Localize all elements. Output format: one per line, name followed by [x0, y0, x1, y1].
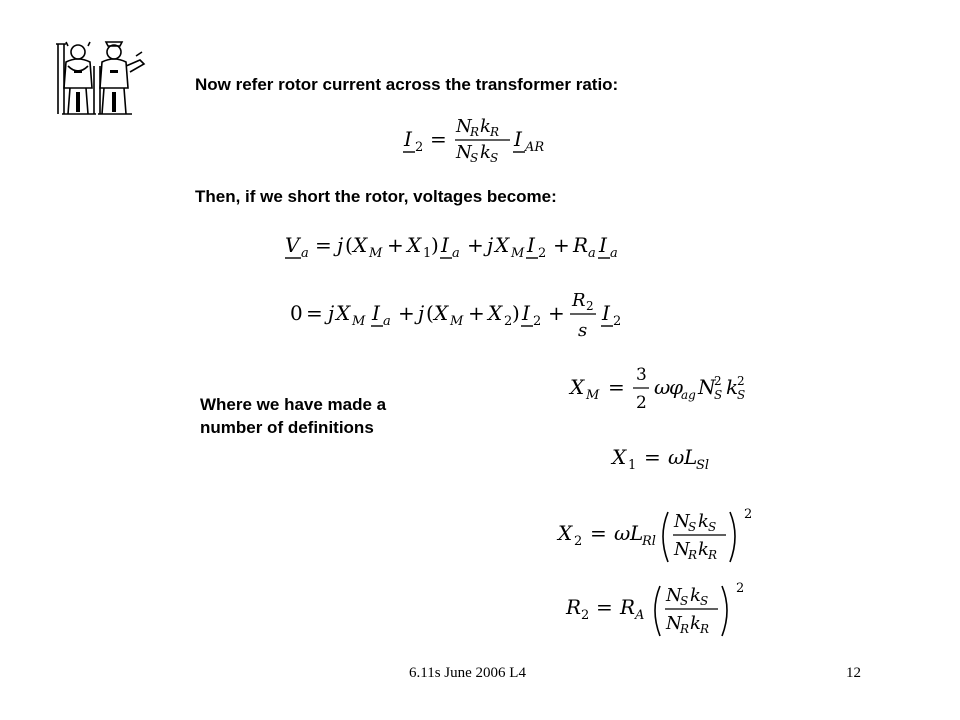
svg-text:S: S	[470, 151, 479, 165]
svg-text:2: 2	[415, 140, 424, 155]
svg-text:R: R	[566, 595, 582, 619]
equation-rotor-current	[400, 112, 560, 168]
svg-text:+: +	[398, 301, 415, 325]
svg-text:M: M	[586, 388, 600, 403]
svg-text:ag: ag	[681, 388, 696, 402]
svg-text:2: 2	[636, 393, 647, 413]
svg-text:R: R	[620, 595, 636, 619]
svg-text:N: N	[674, 511, 690, 532]
svg-text:X: X	[495, 233, 510, 257]
svg-text:j: j	[328, 301, 335, 325]
equation-rotor-leakage-reactance	[558, 500, 778, 570]
svg-text:X: X	[612, 445, 627, 469]
svg-text:I: I	[599, 233, 607, 257]
heading-transformer-ratio: Now refer rotor current across the transformer ratio:	[195, 75, 619, 94]
svg-text:=: =	[590, 521, 607, 545]
svg-text:s: s	[578, 320, 588, 341]
svg-text:N: N	[456, 116, 472, 137]
svg-text:M: M	[352, 314, 366, 329]
svg-text:+: +	[387, 233, 404, 257]
svg-text:=: =	[306, 301, 323, 325]
equation-rotor-voltage	[290, 286, 660, 346]
svg-text:j: j	[418, 301, 425, 325]
svg-text:=: =	[608, 375, 625, 399]
svg-text:k: k	[726, 375, 739, 399]
svg-text:V: V	[285, 233, 300, 257]
svg-text:I: I	[522, 301, 530, 325]
svg-text:S: S	[490, 151, 499, 165]
svg-text:I: I	[441, 233, 449, 257]
svg-text:2: 2	[538, 246, 547, 261]
svg-text:a: a	[301, 246, 309, 261]
svg-text:a: a	[610, 246, 618, 261]
svg-text:L: L	[630, 521, 644, 545]
svg-text:a: a	[383, 314, 391, 329]
svg-text:+: +	[467, 233, 484, 257]
svg-text:I: I	[527, 233, 535, 257]
svg-text:A: A	[635, 608, 645, 623]
svg-text:0: 0	[290, 301, 303, 325]
svg-text:X: X	[353, 233, 368, 257]
svg-text:+: +	[553, 233, 570, 257]
svg-text:S: S	[708, 520, 717, 534]
svg-text:Rl: Rl	[642, 534, 656, 549]
footer-date-label: 6.11s June 2006 L4	[409, 665, 526, 681]
svg-text:R: R	[490, 125, 500, 139]
heading-short-rotor: Then, if we short the rotor, voltages become:	[195, 187, 557, 206]
svg-text:I: I	[404, 127, 412, 151]
equation-stator-voltage	[285, 228, 665, 264]
svg-text:N: N	[698, 375, 716, 399]
svg-text:R: R	[700, 622, 710, 636]
svg-text:I: I	[514, 127, 522, 151]
svg-text:+: +	[548, 301, 565, 325]
svg-text:(: (	[426, 301, 434, 325]
svg-text:2: 2	[737, 374, 745, 388]
svg-text:Sl: Sl	[696, 458, 710, 473]
svg-text:k: k	[698, 511, 709, 532]
svg-text:k: k	[698, 539, 709, 560]
svg-text:R: R	[688, 548, 698, 562]
svg-text:2: 2	[581, 608, 590, 623]
svg-text:3: 3	[636, 365, 647, 385]
svg-text:a: a	[452, 246, 460, 261]
svg-text:1: 1	[628, 458, 637, 473]
svg-text:(: (	[345, 233, 353, 257]
svg-text:M: M	[511, 246, 525, 261]
svg-text:2: 2	[744, 507, 753, 522]
svg-text:AR: AR	[525, 140, 545, 155]
svg-text:X: X	[336, 301, 351, 325]
equation-magnetizing-reactance	[570, 362, 770, 422]
svg-text:N: N	[666, 613, 682, 634]
svg-text:X: X	[558, 521, 573, 545]
svg-text:j: j	[337, 233, 344, 257]
svg-text:=: =	[315, 233, 332, 257]
svg-text:M: M	[369, 246, 383, 261]
svg-text:k: k	[480, 116, 491, 137]
svg-text:N: N	[674, 539, 690, 560]
svg-text:ω: ω	[614, 521, 631, 545]
svg-text:N: N	[666, 585, 682, 606]
equation-stator-leakage-reactance	[612, 440, 732, 476]
svg-text:=: =	[596, 595, 613, 619]
svg-text:R: R	[708, 548, 718, 562]
svg-text:ω: ω	[668, 445, 685, 469]
svg-text:2: 2	[714, 374, 722, 388]
svg-text:R: R	[470, 125, 480, 139]
svg-text:a: a	[588, 246, 596, 261]
definitions-note	[200, 393, 386, 439]
svg-text:N: N	[456, 142, 472, 163]
svg-text:φ: φ	[669, 375, 684, 399]
svg-text:S: S	[680, 594, 689, 608]
svg-text:X: X	[407, 233, 422, 257]
svg-text:S: S	[737, 388, 746, 402]
svg-text:k: k	[480, 142, 491, 163]
definitions-note-line-2: number of definitions	[200, 418, 374, 437]
svg-text:2: 2	[504, 314, 513, 329]
svg-text:2: 2	[736, 581, 745, 596]
svg-text:+: +	[468, 301, 485, 325]
svg-text:R: R	[573, 233, 589, 257]
svg-text:S: S	[700, 594, 709, 608]
svg-text:M: M	[450, 314, 464, 329]
svg-text:2: 2	[574, 534, 583, 549]
equation-referred-rotor-resistance	[566, 574, 776, 644]
svg-text:): )	[431, 233, 439, 257]
svg-text:k: k	[690, 613, 701, 634]
svg-text:2: 2	[533, 314, 542, 329]
svg-text:=: =	[430, 127, 447, 151]
svg-text:X: X	[434, 301, 449, 325]
svg-text:X: X	[488, 301, 503, 325]
svg-text:S: S	[714, 388, 723, 402]
svg-text:j: j	[487, 233, 494, 257]
footer-page-number: 12	[846, 665, 861, 681]
svg-text:1: 1	[423, 246, 432, 261]
svg-text:k: k	[690, 585, 701, 606]
mit-scholars-logo-icon	[56, 36, 146, 118]
svg-text:X: X	[570, 375, 585, 399]
svg-text:R: R	[680, 622, 690, 636]
svg-text:I: I	[602, 301, 610, 325]
svg-text:ω: ω	[654, 375, 671, 399]
svg-text:2: 2	[586, 299, 594, 313]
svg-text:=: =	[644, 445, 661, 469]
svg-text:): )	[512, 301, 520, 325]
definitions-note-line-1: Where we have made a	[200, 395, 387, 414]
svg-text:I: I	[372, 301, 380, 325]
svg-text:R: R	[572, 290, 586, 311]
svg-text:L: L	[684, 445, 698, 469]
svg-text:2: 2	[613, 314, 622, 329]
svg-text:S: S	[688, 520, 697, 534]
